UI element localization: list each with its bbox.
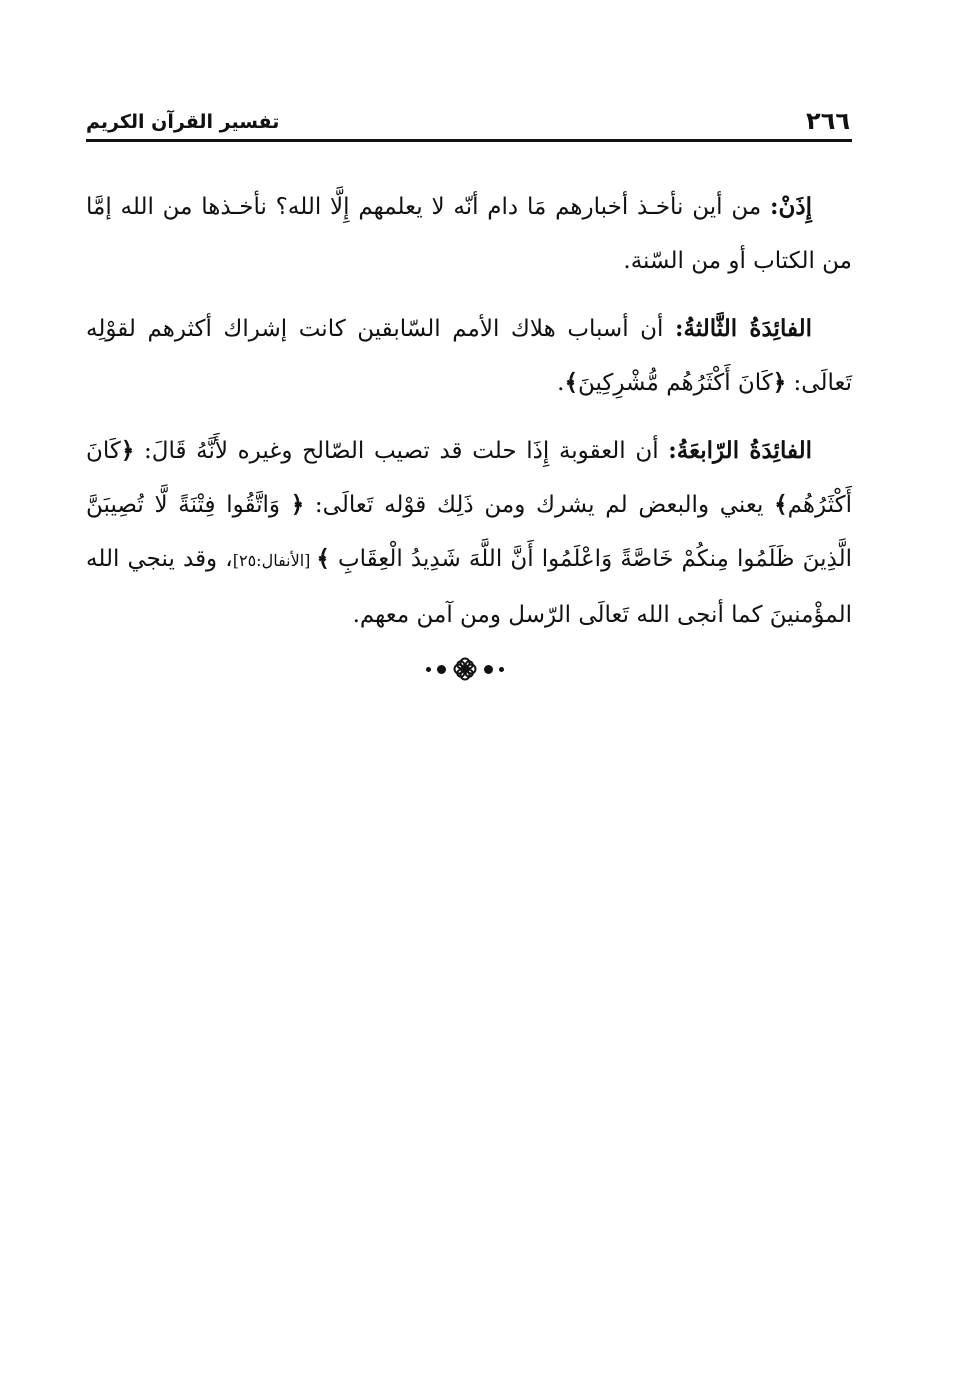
book-title: تفسير القرآن الكريم bbox=[86, 111, 280, 133]
header-rule bbox=[86, 139, 852, 142]
ornament-dot bbox=[426, 667, 431, 672]
ornament-dot bbox=[484, 665, 493, 674]
quran-bracket-close: ﴾ bbox=[564, 369, 578, 396]
page-number: ٢٦٦ bbox=[806, 107, 850, 135]
quran-bracket-open: ﴿ bbox=[290, 491, 305, 518]
paragraph-text: يعني والبعض لم يشرك ومن ذَلِك قوْله تَعالَى: bbox=[304, 492, 775, 518]
paragraph-text-end: . bbox=[557, 370, 565, 396]
paragraph-text: أن أسباب هلاك الأمم السّابقين كانت إشراك أكثرهم لقوْلِه تَعالَى: bbox=[86, 316, 852, 396]
paragraph-text: أن العقوبة إِذَا حلت قد تصيب الصّالح وغيره لأَنَّهُ قَالَ: bbox=[134, 438, 669, 464]
quran-verse: وَاتَّقُوا فِتْنَةً لَّا تُصِيبَنَّ الَّذِينَ ظَلَمُوا مِنكُمْ خَاصَّةً وَاعْلَمُوا أَنَّ اللَّهَ شَدِيدُ الْعِقَابِ bbox=[86, 492, 852, 572]
ornament-dot bbox=[437, 665, 446, 674]
paragraph-idhan bbox=[86, 180, 852, 288]
section-end-ornament bbox=[400, 652, 530, 686]
page-body bbox=[86, 180, 852, 656]
quran-verse: كَانَ أَكْثَرُهُم مُّشْرِكِينَ bbox=[577, 370, 773, 396]
ornament-dot bbox=[499, 667, 504, 672]
quran-bracket-close: ﴾ bbox=[774, 491, 788, 518]
quran-bracket-open: ﴿ bbox=[120, 437, 135, 464]
paragraph-lead: الفائِدَةُ الثَّالثةُ: bbox=[675, 315, 812, 342]
verse-reference: [الأنفال:٢٥] bbox=[232, 551, 317, 570]
floral-knot-ornament-icon bbox=[452, 656, 478, 682]
paragraph-lead: الفائِدَةُ الرّابعَةُ: bbox=[668, 437, 812, 464]
paragraph-text: من أين نأخـذ أخبارهم مَا دام أنّه لا يعلمهم إِلَّا الله؟ نأخـذها من الله إمَّا من الكتاب أو من السّنة. bbox=[86, 194, 852, 274]
paragraph-text-end: ، وقد ينجي الله المؤْمنينَ كما أنجى الله تَعالَى الرّسل ومن آمن معهم. bbox=[86, 546, 852, 628]
quran-bracket-close: ﴾ bbox=[316, 545, 330, 572]
paragraph-benefit-three bbox=[86, 302, 852, 410]
quran-bracket-open: ﴿ bbox=[772, 369, 787, 396]
paragraph-benefit-four bbox=[86, 424, 852, 642]
quran-verse: كَانَ أَكْثَرُهُم bbox=[86, 438, 852, 518]
paragraph-lead: إِذَنْ: bbox=[769, 193, 812, 220]
page-header bbox=[86, 106, 850, 136]
